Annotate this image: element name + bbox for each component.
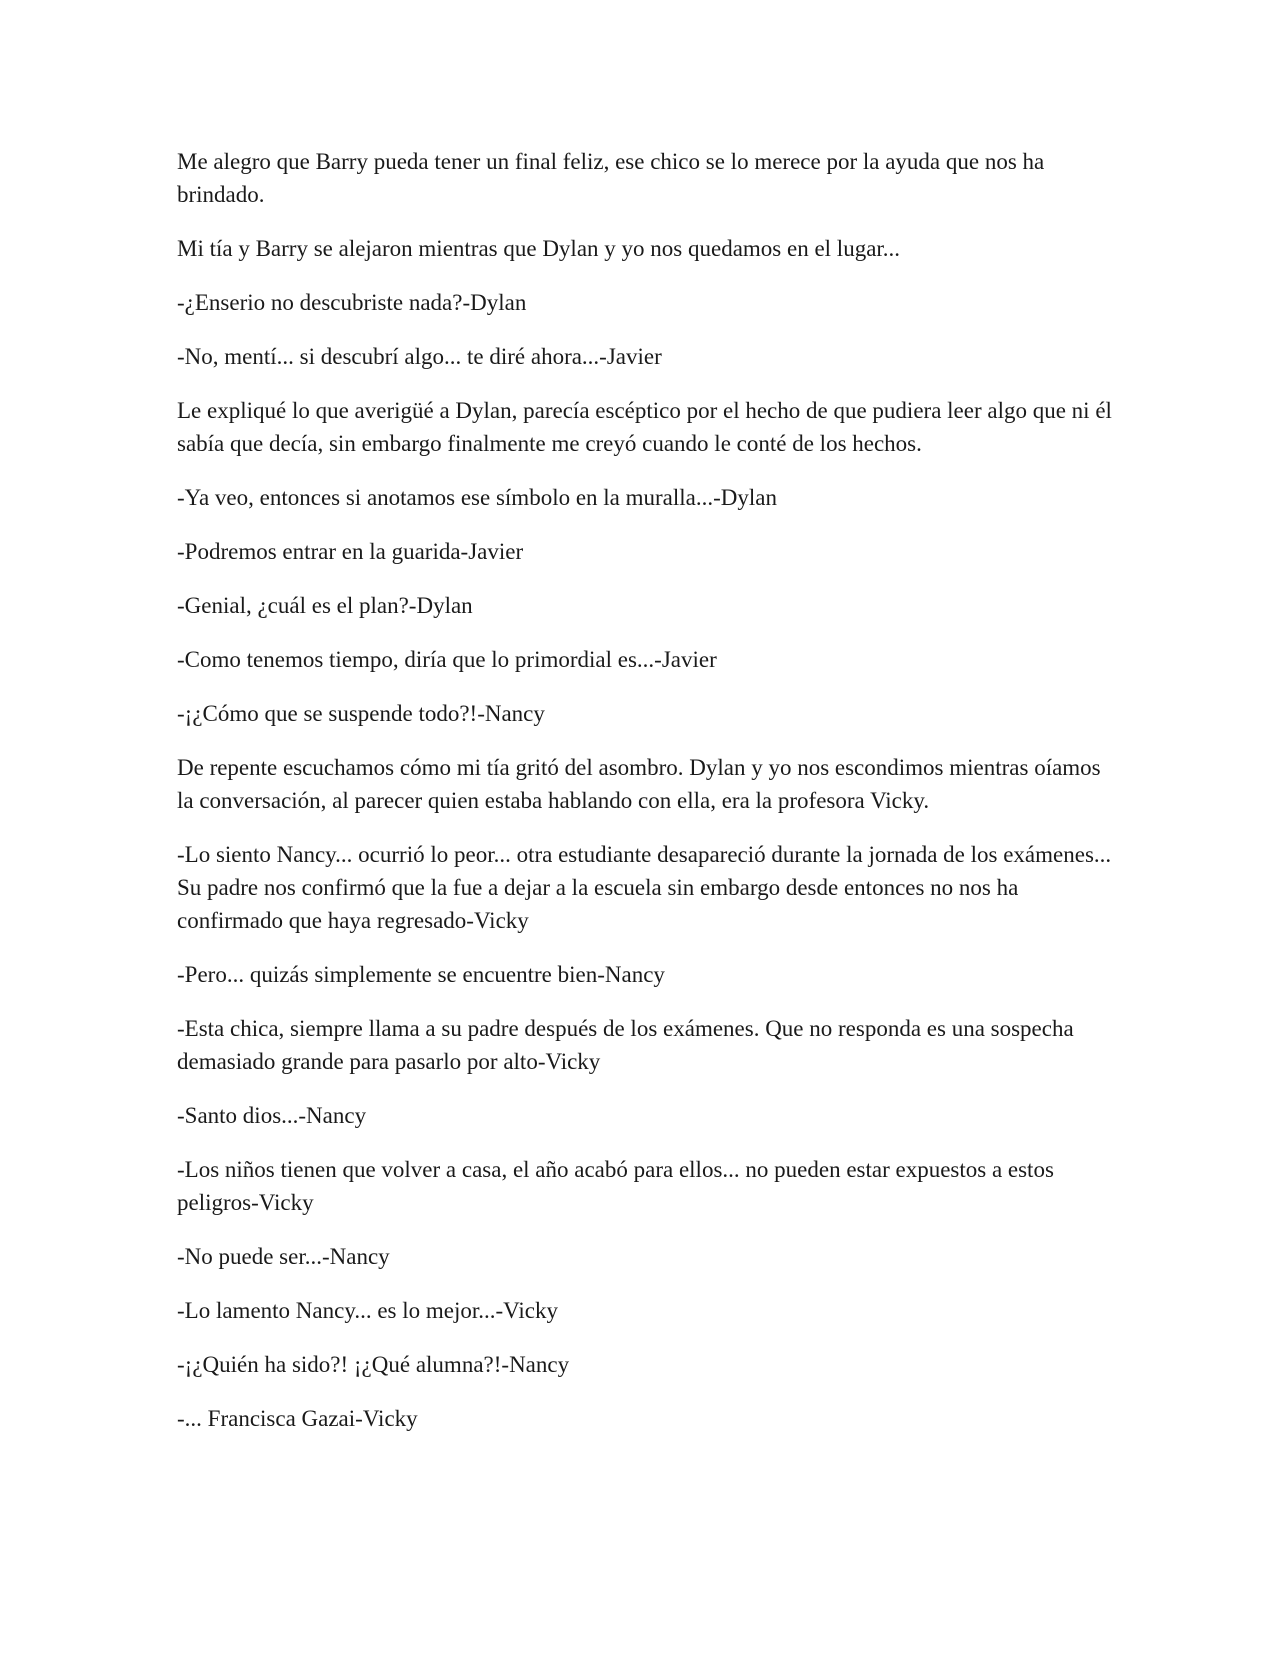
- paragraph: -¡¿Quién ha sido?! ¡¿Qué alumna?!-Nancy: [177, 1352, 570, 1377]
- paragraph: -¿Enserio no descubriste nada?-Dylan: [177, 290, 527, 315]
- paragraph: -Lo lamento Nancy... es lo mejor...-Vicky: [177, 1298, 558, 1323]
- paragraph: -... Francisca Gazai-Vicky: [177, 1406, 418, 1431]
- paragraph: -Lo siento Nancy... ocurrió lo peor... otra estudiante desapareció durante la jornada de los exámenes... Su padre nos confirmó que la fue a dejar a la escuela sin embargo desde entonces no nos ha confirmado que haya regresado-Vicky: [177, 842, 1112, 933]
- paragraph: De repente escuchamos cómo mi tía gritó del asombro. Dylan y yo nos escondimos mientras oíamos la conversación, al parecer quien estaba hablando con ella, era la profesora Vicky.: [177, 755, 1101, 813]
- paragraph: -No, mentí... si descubrí algo... te diré ahora...-Javier: [177, 344, 662, 369]
- paragraph: -Esta chica, siempre llama a su padre después de los exámenes. Que no responda es una sospecha demasiado grande para pasarlo por alto-Vicky: [177, 1016, 1074, 1074]
- paragraph: -Santo dios...-Nancy: [177, 1103, 367, 1128]
- paragraph: Me alegro que Barry pueda tener un final feliz, ese chico se lo merece por la ayuda que nos ha brindado.: [177, 149, 1045, 207]
- document-body: [177, 145, 1117, 1456]
- paragraph: Le expliqué lo que averigüé a Dylan, parecía escéptico por el hecho de que pudiera leer algo que ni él sabía que decía, sin embargo finalmente me creyó cuando le conté de los hechos.: [177, 398, 1112, 456]
- paragraph: -Pero... quizás simplemente se encuentre bien-Nancy: [177, 962, 665, 987]
- paragraph: -Como tenemos tiempo, diría que lo primordial es...-Javier: [177, 647, 717, 672]
- paragraph: -No puede ser...-Nancy: [177, 1244, 390, 1269]
- paragraph: -Genial, ¿cuál es el plan?-Dylan: [177, 593, 473, 618]
- paragraph: Mi tía y Barry se alejaron mientras que Dylan y yo nos quedamos en el lugar...: [177, 236, 901, 261]
- paragraph: -¡¿Cómo que se suspende todo?!-Nancy: [177, 701, 545, 726]
- paragraph: -Los niños tienen que volver a casa, el año acabó para ellos... no pueden estar expuestos a estos peligros-Vicky: [177, 1157, 1054, 1215]
- paragraph: -Podremos entrar en la guarida-Javier: [177, 539, 524, 564]
- paragraph: -Ya veo, entonces si anotamos ese símbolo en la muralla...-Dylan: [177, 485, 777, 510]
